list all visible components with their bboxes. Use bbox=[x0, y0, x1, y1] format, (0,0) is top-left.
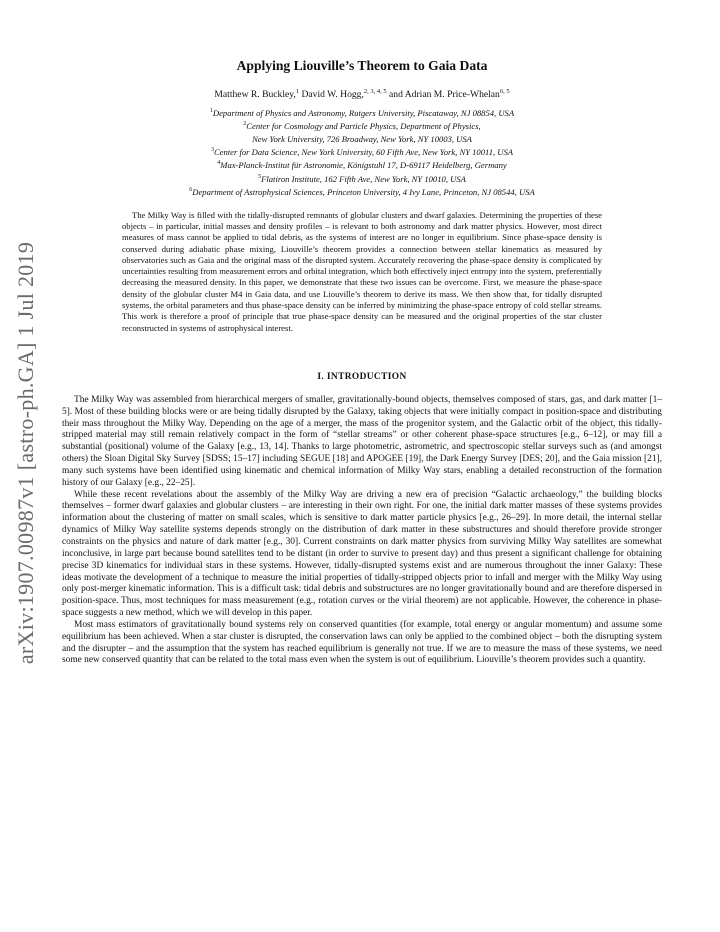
author-list bbox=[62, 88, 662, 100]
arxiv-identifier: arXiv:1907.00987v1 [astro-ph.GA] 1 Jul 2019 bbox=[13, 241, 39, 665]
affiliation-number: 2 bbox=[243, 121, 247, 128]
affiliation-number: 3 bbox=[210, 147, 214, 154]
author-name: Matthew R. Buckley, bbox=[214, 89, 296, 101]
body-paragraph: The Milky Way was assembled from hierarchical mergers of smaller, gravitationally-bound objects, themselves composed of stars, gas, and dark matter [1–5]. Most of these building blocks were or are being tidally disrupted by the Galaxy, taking objects that were initially compact in position-space and distributing their mass throughout the Milky Way. Depending on the age of a merger, the mass of the progenitor system, and the Galactic orbit of the object, this tidally-stripped material may still remain relatively compact in the form of “stellar streams” or other coherent phase-space structures [e.g., 6–12], or may fill a substantial (positional) volume of the Galaxy [e.g., 13, 14]. Thanks to large photometric, astrometric, and spectroscopic stellar surveys such as (and amongst others) the Sloan Digital Sky Survey [SDSS; 15–17] including SEGUE [18] and APOGEE [19], the Dark Energy Survey [DES; 20], and the Gaia mission [21], many such systems have been identified using kinematic and chemical information of Milky Way stars, enabling a detailed reconstruction of the formation history of our Galaxy [e.g., 22–25]. bbox=[62, 394, 662, 488]
affiliation-number: 1 bbox=[209, 108, 213, 115]
affiliation-text: Department of Physics and Astronomy, Rutgers University, Piscataway, NJ 08854, USA bbox=[212, 108, 515, 119]
affiliation-text: New York University, 726 Broadway, New York, NY 10003, USA bbox=[252, 134, 472, 145]
affiliation-line bbox=[62, 119, 662, 132]
affiliation-line bbox=[62, 172, 662, 185]
arxiv-sidebar-stamp bbox=[4, 238, 48, 668]
paper-title: Applying Liouville’s Theorem to Gaia Data bbox=[236, 58, 488, 73]
affiliation-text: Department of Astrophysical Sciences, Princeton University, 4 Ivy Lane, Princeton, NJ 08544, USA bbox=[192, 186, 535, 197]
affiliation-line bbox=[62, 185, 662, 198]
abstract: The Milky Way is filled with the tidally-disrupted remnants of globular clusters and dwarf galaxies. Determining the properties of these objects – in particular, initial masses and density profiles – is relevant to both astronomy and dark matter physics. However, most direct measures of mass cannot be applied to tidal debris, as the systems of interest are no longer in equilibrium. Since phase-space density is conserved during adiabatic phase mixing, Liouville’s theorem provides a connection between stellar kinematics as measured by observatories such as Gaia and the original mass of the disrupted system. Accurately recovering the phase-space density is complicated by uncertainties resulting from measurement errors and orbital integration, which both effectively inject entropy into the system, preferentially decreasing the measured density. In this paper, we demonstrate that these two issues can be overcome. First, we measure the phase-space density of the globular cluster M4 in Gaia data, and use Liouville’s theorem to derive its mass. We then show that, for tidally disrupted systems, the orbital parameters and thus phase-space density can be inferred by minimizing the phase-space entropy of cold stellar streams. This work is therefore a proof of principle that true phase-space density can be measured and the original properties of the star cluster reconstructed in systems of astrophysical interest. bbox=[122, 209, 602, 333]
author-affiliation-marker: 2, 3, 4, 5 bbox=[363, 88, 387, 95]
affiliation-text: Center for Data Science, New York University, 60 Fifth Ave, New York, NY 10011, USA bbox=[213, 147, 514, 158]
affiliation-number: 4 bbox=[217, 160, 221, 167]
affiliation-list bbox=[62, 106, 662, 197]
paper-page bbox=[62, 58, 662, 667]
affiliation-text: Center for Cosmology and Particle Physics, Department of Physics, bbox=[246, 121, 481, 132]
affiliation-text: Max-Planck-Institut für Astronomie, Königstuhl 17, D-69117 Heidelberg, Germany bbox=[220, 160, 507, 171]
body-paragraph: Most mass estimators of gravitationally bound systems rely on conserved quantities (for example, total energy or angular momentum) and assume some equilibrium has been achieved. When a star cluster is disrupted, the conservation laws can only be applied to the combined object – both the disrupting system and the disrupter – and the assumption that the system has reached equilibrium is generally not true. If we are to measure the mass of these systems, we need some new conserved quantity that can be related to the total mass even when the system is out of equilibrium. Liouville’s theorem provides such a quantity. bbox=[62, 619, 662, 666]
body-paragraph: While these recent revelations about the assembly of the Milky Way are driving a new era of precision “Galactic archaeology,” the building blocks themselves – former dwarf galaxies and globular clusters – are interesting in their own right. For one, the initial dark matter masses of these systems provides information about the clustering of matter on small scales, which is sensitive to dark matter particle physics [e.g., 26–29]. In more detail, the internal stellar dynamics of Milky Way satellite systems depends strongly on the distribution of dark matter in these substructures and should therefore provide stronger constraints on the physics and nature of dark matter [e.g., 30]. Current constraints on dark matter physics from surviving Milky Way satellites are somewhat inconclusive, in large part because bound satellites tend to be distant (in order to survive to present day) and thus present a significant challenge for obtaining precise 3D kinematics for individual stars in these systems. However, tidally-disrupted systems exist and are numerous throughout the inner Galaxy: These ideas motivate the development of a technique to measure the initial properties of tidally-stripped objects prior to infall and merger with the Milky Way using only post-merger kinematic information. This is a difficult task: tidal debris and substructures are no longer gravitationally bound and are therefore dispersed in position-space. Thus, most techniques for mass measurement (e.g., rotation curves or the virial theorem) are not applicable. However, the coherence in phase-space suggests a new method, which we will develop in this paper. bbox=[62, 489, 662, 619]
affiliation-line bbox=[62, 132, 662, 145]
affiliation-line bbox=[62, 106, 662, 119]
section-heading: I. INTRODUCTION bbox=[317, 371, 407, 382]
affiliation-number: 6 bbox=[189, 186, 193, 193]
author-name: and Adrian M. Price-Whelan bbox=[389, 89, 500, 101]
affiliation-number: 5 bbox=[258, 173, 262, 180]
affiliation-text: Flatiron Institute, 162 Fifth Ave, New York, NY 10010, USA bbox=[261, 173, 466, 184]
author-affiliation-marker: 6, 5 bbox=[499, 88, 510, 95]
affiliation-line bbox=[62, 145, 662, 158]
author-name: David W. Hogg, bbox=[301, 89, 364, 101]
author-affiliation-marker: 1 bbox=[295, 88, 300, 95]
affiliation-line bbox=[62, 158, 662, 171]
